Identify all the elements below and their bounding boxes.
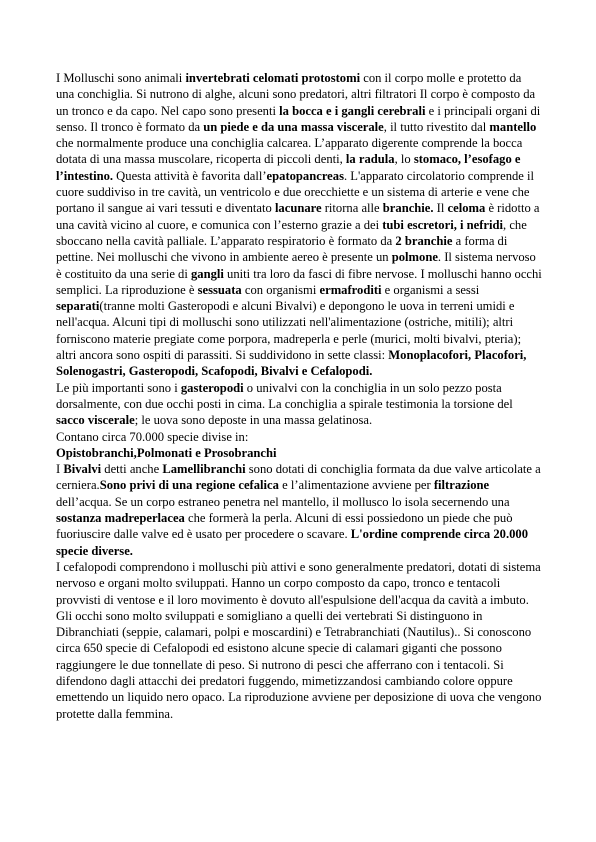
bold-text-run: gangli xyxy=(191,266,224,281)
bold-text-run: celoma xyxy=(447,201,486,216)
text-run: (tranne molti Gasteropodi e alcuni Bivalvi) e depongono le uova in terreni umidi e nell'acqua. Alcuni tipi di molluschi sono utilizzati nell'alimentazione (ostriche, mitili); altri forniscono materie pregiate come porpora, madreperla e perle (murici, molti bivalvi, pteria); altri ancora sono ospiti di parassiti. Si suddividono in sette classi: xyxy=(56,299,522,363)
bold-text-run: 2 branchie xyxy=(395,233,453,248)
paragraph-gasteropodi-orders xyxy=(56,445,542,461)
text-run: Questa attività è favorita dall’ xyxy=(113,168,267,183)
text-run: , il tutto rivestito dal xyxy=(383,119,490,134)
bold-text-run: mantello xyxy=(489,119,537,134)
bold-text-run: la radula xyxy=(345,152,395,167)
bold-text-run: filtrazione xyxy=(433,478,490,493)
bold-text-run: un piede e da una massa viscerale xyxy=(203,119,384,134)
text-run: o univalvi con la conchiglia in un solo pezzo posta dorsalmente, con due occhi posti in cima. La conchiglia a spirale testimonia la torsione del xyxy=(56,380,513,411)
bold-text-run: Monoplacofori, Placofori, Solenogastri, Gasteropodi, Scafopodi, Bivalvi e Cefalopodi. xyxy=(56,348,527,379)
text-run: sono dotati di conchiglia formata da due valve articolate a cerniera. xyxy=(56,462,541,493)
text-run: , lo xyxy=(394,152,414,167)
bold-text-run: sessuata xyxy=(197,282,242,297)
bold-text-run: lacunare xyxy=(274,201,322,216)
text-run: che formerà la perla. Alcuni di essi possiedono un piede che può fuoriuscire dalle valve ed è usato per procedere o scavare. xyxy=(56,511,513,542)
bold-text-run: invertebrati celomati protostomi xyxy=(185,71,361,85)
bold-text-run: gasteropodi xyxy=(180,380,244,395)
text-run: ritorna alle xyxy=(321,201,383,216)
text-run: Contano circa 70.000 specie divise in: xyxy=(56,429,249,444)
text-run: che normalmente produce una conchiglia calcarea. L’apparato digerente comprende la bocca dotata di una massa muscolare, ricoperta di piccoli denti, xyxy=(56,136,523,167)
paragraph-molluschi-intro xyxy=(56,70,542,380)
bold-text-run: polmone xyxy=(391,250,438,265)
bold-text-run: epatopancreas xyxy=(266,168,344,183)
bold-text-run: la bocca e i gangli cerebrali xyxy=(279,103,426,118)
bold-text-run: separati xyxy=(56,299,100,314)
text-run: I Molluschi sono animali xyxy=(56,71,186,85)
text-run: e organismi a sessi xyxy=(381,282,480,297)
text-run: con il corpo molle e protetto da una conchiglia. Si nutrono di alghe, alcuni sono predatori, altri filtratori Il corpo è composto da un tronco e da capo. Nel capo sono presenti xyxy=(56,71,536,118)
bold-text-run: branchie. xyxy=(382,201,434,216)
paragraph-bivalvi xyxy=(56,461,542,559)
text-run: Le più importanti sono i xyxy=(56,380,181,395)
bold-text-run: sostanza madreperlacea xyxy=(56,511,185,526)
bold-text-run: Lamellibranchi xyxy=(162,462,246,477)
text-run: I cefalopodi comprendono i molluschi più attivi e sono generalmente predatori, dotati di sistema nervoso e organi molto sviluppati. Hanno un corpo composto da capo, tronco e tentacoli provvisti di ventose e il loro movimento è dovuto all'espulsione dell'acqua da cavità a imbuto. Gli occhi sono molto sviluppati e somigliano a quelli dei vertebrati Si distinguono in Dibranchiati (seppie, calamari, polpi e moscardini) e Tetrabranchiati (Nautilus).. Si conoscono circa 650 specie di Cefalopodi ed esistono alcune specie di calamari giganti che possono raggiungere le due tonnellate di peso. Si nutrono di pesci che afferrano con i tentacoli. Si difendono dagli attacchi dei predatori fuggendo, mimetizzandosi cambiando colore oppure emettendo un liquido nero opaco. La riproduzione avviene per deposizione di uova che vengono protette dalla femmina. xyxy=(56,559,542,721)
text-run: e i principali organi di senso. Il tronco è formato da xyxy=(56,103,541,134)
paragraph-gasteropodi xyxy=(56,380,542,429)
text-run: Il xyxy=(433,201,448,216)
text-run: detti anche xyxy=(101,462,163,477)
bold-text-run: stomaco, l’esofago e l’intestino. xyxy=(56,152,521,183)
text-run: dell’acqua. Se un corpo estraneo penetra nel mantello, il mollusco lo isola secernendo una xyxy=(56,494,510,509)
text-run: uniti tra loro da fasci di fibre nervose. I molluschi hanno occhi semplici. La riproduzione è xyxy=(56,266,542,297)
bold-text-run: tubi escretori, i nefridi xyxy=(382,217,504,232)
bold-text-run: ermafroditi xyxy=(319,282,382,297)
bold-text-run: Opistobranchi,Polmonati e Prosobranchi xyxy=(56,445,277,460)
bold-text-run: Sono privi di una regione cefalica xyxy=(99,478,279,493)
bold-text-run: sacco viscerale xyxy=(56,413,135,428)
text-run: . L'apparato circolatorio comprende il cuore suddiviso in tre cavità, un ventricolo e due orecchiette e un sistema di arterie e vene che portano il sangue ai vari tessuti e diventato xyxy=(56,168,535,216)
text-run: a forma di pettine. Nei molluschi che vivono in ambiente aereo è presente un xyxy=(56,233,508,265)
paragraph-specie-count xyxy=(56,429,542,445)
text-run: I xyxy=(56,462,64,477)
text-run: , che sboccano nella cavità palliale. L’apparato respiratorio è formato da xyxy=(56,217,527,248)
text-run: . Il sistema nervoso è costituito da una serie di xyxy=(56,250,536,281)
text-run: è ridotto a una cavità vicino al cuore, e comunica con l’esterno grazie a dei xyxy=(56,201,540,232)
bold-text-run: L'ordine comprende circa 20.000 specie diverse. xyxy=(56,527,528,558)
text-run: con organismi xyxy=(241,282,320,297)
document-body xyxy=(56,70,542,722)
bold-text-run: Bivalvi xyxy=(63,462,102,477)
text-run: e l’alimentazione avviene per xyxy=(278,478,434,493)
paragraph-cefalopodi xyxy=(56,559,542,722)
text-run: ; le uova sono deposte in una massa gelatinosa. xyxy=(134,413,373,428)
